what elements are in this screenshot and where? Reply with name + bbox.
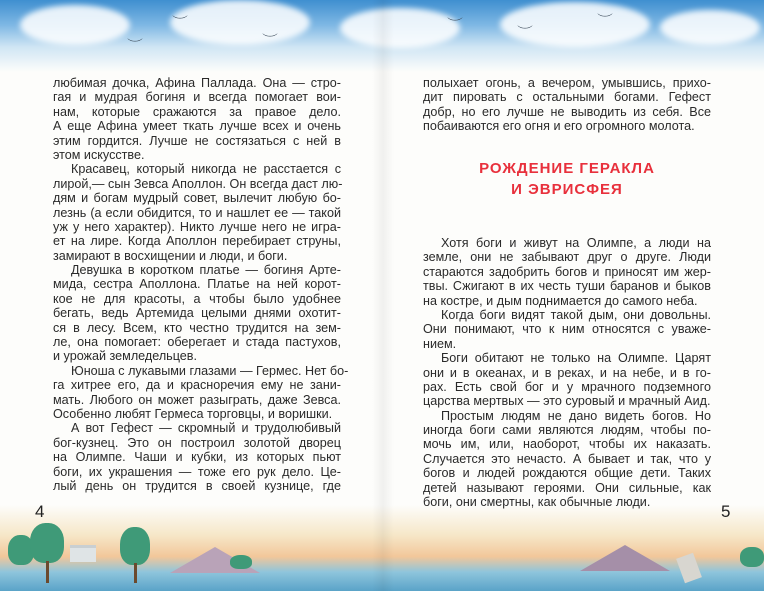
bird-icon: ︶: [517, 26, 533, 37]
text-line: дит пировать с остальными богами. Гефест: [423, 90, 711, 105]
text-line: дям и богам мудрый совет, вылечит любую бо-: [53, 191, 341, 206]
text-line: земле, они не забывают друг о друге. Люди: [423, 250, 711, 265]
page-number-right: 5: [721, 502, 731, 521]
text-line: А вот Гефест — скромный и трудолюбивый: [71, 421, 341, 436]
chapter-title: [423, 158, 711, 200]
text-line: полыхает огонь, а вечером, умывшись, прихо-: [423, 76, 711, 90]
text-line: нием.: [423, 336, 457, 351]
right-page-text: [423, 236, 711, 509]
text-line: бегать, ведь Артемида целыми днями охотит-: [53, 306, 341, 321]
text-line: любимая дочка, Афина Паллада. Она — стро-: [53, 76, 341, 90]
text-line: га хитрее его, да и красноречия ему не зани-: [53, 378, 341, 393]
text-line: боги, их украшения — тоже его рук дело. Це-: [53, 464, 341, 479]
text-line: гая и мудрая богиня и всегда помогает вои-: [53, 90, 341, 105]
text-line: они и в океанах, и в реках, и на небе, и в го-: [423, 365, 711, 380]
text-line: бог-кузнец. Это он построил золотой дворец: [53, 435, 341, 450]
text-line: Юноша с лукавыми глазами — Гермес. Нет бо-: [71, 363, 349, 378]
text-line: твы. Сжигают в их честь туши баранов и быков: [423, 279, 711, 294]
text-line: иногда боги сами являются людям, чтобы по-: [423, 423, 711, 438]
text-line: мать. Любого он может разыграть, даже Зевса.: [53, 392, 341, 407]
text-line: лирой,— сын Зевса Аполлон. Он всегда даст лю-: [53, 176, 343, 191]
text-line: лезнь (а если обидится, то и нашлет ее — такой: [53, 205, 341, 220]
text-line: кое не для красоты, а чтобы было удобнее: [53, 291, 341, 306]
chapter-title-line-2: И ЭВРИСФЕЯ: [511, 181, 623, 198]
text-line: Они понимают, что к ним относятся с уваже-: [423, 322, 711, 337]
text-line: ся в лесу. Всем, кто честно трудится на зем-: [53, 320, 341, 335]
page-number-left: 4: [35, 502, 45, 521]
text-line: рах. Есть свой бог и у мрачного подземного: [423, 379, 711, 394]
text-line: Особенно любят Гермеса торговцы, и воришки.: [53, 406, 333, 421]
text-line: Хотя боги и живут на Олимпе, а люди на: [441, 236, 711, 250]
text-line: на Олимпе. Чаши и кубки, из которых пьют: [53, 450, 341, 465]
text-line: уж у него характер). Никто лучше него не игра-: [53, 219, 341, 234]
text-line: мида, сестра Аполлона. Платье на ней корот-: [53, 277, 341, 292]
text-line: на костре, и дым поднимается до самого неба.: [423, 293, 698, 308]
text-line: Простым людям не дано видеть богов. Но: [441, 408, 711, 423]
text-line: лый день он трудится в своей кузнице, где: [53, 478, 341, 493]
left-page-text: [53, 76, 349, 493]
bird-icon: ︶: [262, 34, 278, 45]
text-line: ет на лире. Когда Аполлон перебирает струны,: [53, 234, 341, 249]
chapter-title-line-1: РОЖДЕНИЕ ГЕРАКЛА: [479, 160, 655, 177]
bird-icon: ︶: [597, 14, 613, 25]
text-line: ле, она помогает: оберегает и стада пастухов,: [53, 335, 341, 350]
right-page-intro-text: [423, 76, 711, 134]
text-line: Девушка в коротком платье — богиня Арте-: [71, 263, 341, 278]
text-line: этим гордится. Лучше не состязаться с ней в: [53, 133, 341, 148]
bird-icon: ︶: [447, 18, 463, 29]
text-line: и урожай земледельцев.: [53, 349, 197, 364]
text-line: боги, они смертны, как обычные люди.: [423, 495, 651, 510]
text-line: нам, которые сражаются за правое дело.: [53, 104, 341, 119]
text-line: богов и людей рождаются общие дети. Таких: [423, 466, 711, 481]
text-line: царства мертвых — это суровый и мрачный Аид.: [423, 394, 711, 409]
text-line: Боги обитают не только на Олимпе. Царят: [441, 351, 711, 366]
text-line: Когда боги видят такой дым, они довольны.: [441, 307, 711, 322]
bird-icon: ︶: [172, 16, 188, 27]
text-line: стараются задобрить богов и приносят им жер-: [423, 264, 711, 279]
text-line: Случается это нечасто. А бывает и так, что у: [423, 451, 711, 466]
text-line: детей называют героями. Они сильные, как: [423, 480, 711, 495]
text-line: Красавец, который никогда не расстается с: [71, 162, 341, 177]
page-fold: [372, 0, 394, 591]
text-line: побаиваются его огня и его огромного молота.: [423, 119, 695, 134]
bird-icon: ︶: [127, 39, 143, 50]
text-line: замирают в восхищении и люди, и боги.: [53, 248, 288, 263]
text-line: добр, но его лучше не выводить из себя. Все: [423, 104, 711, 119]
text-line: этом искусстве.: [53, 147, 145, 162]
text-line: А еще Афина умеет ткать лучше всех и очень: [53, 119, 341, 134]
text-line: мочь им, или, наоборот, чтобы их наказать.: [423, 437, 711, 452]
